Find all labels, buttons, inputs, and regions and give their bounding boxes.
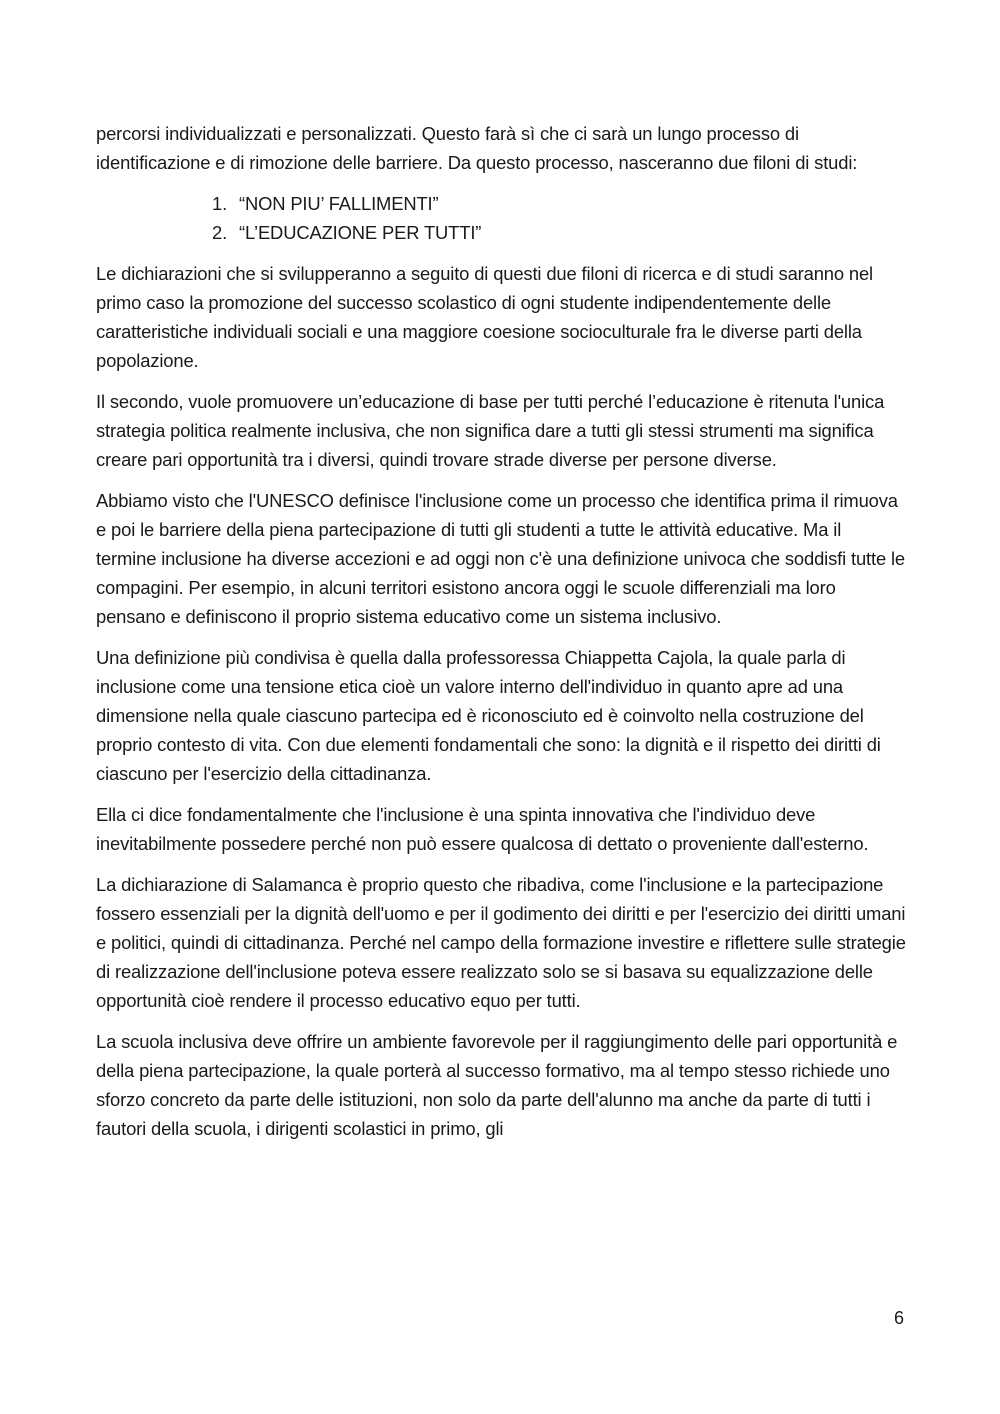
list-item-number: 1. xyxy=(212,193,228,214)
paragraph: Una definizione più condivisa è quella dalla professoressa Chiappetta Cajola, la quale parla di inclusione come una tensione etica cioè un valore interno dell'individuo in quanto apre ad una dimensione nella quale ciascuno partecipa ed è riconosciuto ed è coinvolto nella costruzione del proprio contesto di vita. Con due elementi fondamentali che sono: la dignità e il rispetto dei diritti di ciascuno per l'esercizio della cittadinanza. xyxy=(96,647,881,784)
list-item xyxy=(212,218,906,247)
list-item-text: “NON PIU’ FALLIMENTI” xyxy=(238,193,439,214)
page-number: 6 xyxy=(893,1308,904,1328)
list-item xyxy=(212,189,906,218)
list-item-text: “L’EDUCAZIONE PER TUTTI” xyxy=(238,222,482,243)
paragraph: percorsi individualizzati e personalizzati. Questo farà sì che ci sarà un lungo processo di identificazione e di rimozione delle barriere. Da questo processo, nasceranno due filoni di studi: xyxy=(96,123,858,173)
list-item-number: 2. xyxy=(212,222,228,243)
paragraph: Abbiamo visto che l'UNESCO definisce l'inclusione come un processo che identifica prima il rimuova e poi le barriere della piena partecipazione di tutti gli studenti a tutte le attività educative. Ma il termine inclusione ha diverse accezioni e ad oggi non c'è una definizione univoca che soddisfi tutte le compagini. Per esempio, in alcuni territori esistono ancora oggi le scuole differenziali ma loro pensano e definiscono il proprio sistema educativo come un sistema inclusivo. xyxy=(96,490,906,627)
paragraph: La scuola inclusiva deve offrire un ambiente favorevole per il raggiungimento delle pari opportunità e della piena partecipazione, la quale porterà al successo formativo, ma al tempo stesso richiede uno sforzo concreto da parte delle istituzioni, non solo da parte dell'alunno ma anche da parte di tutti i fautori della scuola, i dirigenti scolastici in primo, gli xyxy=(96,1031,898,1139)
paragraph: Ella ci dice fondamentalmente che l'inclusione è una spinta innovativa che l'individuo deve inevitabilmente possedere perché non può essere qualcosa di dettato o proveniente dall'esterno. xyxy=(96,804,869,854)
document-body xyxy=(96,119,906,1155)
paragraph: Le dichiarazioni che si svilupperanno a seguito di questi due filoni di ricerca e di studi saranno nel primo caso la promozione del successo scolastico di ogni studente indipendentemente delle caratteristiche individuali sociali e una maggiore coesione socioculturale fra le diverse parti della popolazione. xyxy=(96,263,873,371)
paragraph: La dichiarazione di Salamanca è proprio questo che ribadiva, come l'inclusione e la partecipazione fossero essenziali per la dignità dell'uomo e per il godimento dei diritti e per l'esercizio dei diritti umani e politici, quindi di cittadinanza. Perché nel campo della formazione investire e riflettere sulle strategie di realizzazione dell'inclusione poteva essere realizzato solo se si basava su equalizzazione delle opportunità cioè rendere il processo educativo equo per tutti. xyxy=(96,874,906,1011)
paragraph: Il secondo, vuole promuovere un’educazione di base per tutti perché l’educazione è ritenuta l'unica strategia politica realmente inclusiva, che non significa dare a tutti gli stessi strumenti ma significa creare pari opportunità tra i diversi, quindi trovare strade diverse per persone diverse. xyxy=(96,391,885,470)
numbered-list xyxy=(96,189,906,247)
